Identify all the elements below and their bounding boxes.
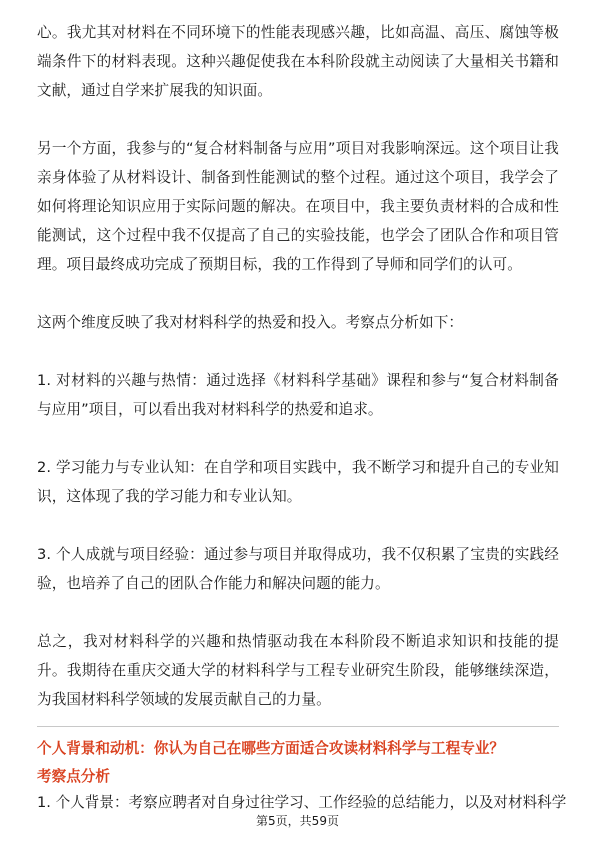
question-title: 个人背景和动机：你认为自己在哪些方面适合攻读材料科学与工程专业？ [37,740,505,757]
body-paragraph: 1. 对材料的兴趣与热情：通过选择《材料科学基础》课程和参与“复合材料制备与应用”项目，可以看出我对材料科学的热爱和追求。 [37,372,559,418]
body-paragraph: 3. 个人成就与项目经验：通过参与项目并取得成功，我不仅积累了宝贵的实践经验，也培养了自己的团队合作能力和解决问题的能力。 [37,546,559,592]
section-divider [37,726,559,727]
body-paragraph: 这两个维度反映了我对材料科学的热爱和投入。考察点分析如下： [37,314,464,331]
body-paragraph: 心。我尤其对材料在不同环境下的性能表现感兴趣，比如高温、高压、腐蚀等极端条件下的材料表现。这种兴趣促使我在本科阶段就主动阅读了大量相关书籍和文献，通过自学来扩展我的知识面。 [37,24,559,99]
page-content [37,18,567,815]
analysis-text: 1. 个人背景：考察应聘者对自身过往学习、工作经验的总结能力，以及对材料科学 [37,794,567,811]
body-paragraph: 总之，我对材料科学的兴趣和热情驱动我在本科阶段不断追求知识和技能的提升。我期待在重庆交通大学的材料科学与工程专业研究生阶段，能够继续深造，为我国材料科学领域的发展贡献自己的力量。 [37,633,559,708]
page-number: 第5页，共59页 [256,814,339,828]
body-paragraph: 2. 学习能力与专业认知：在自学和项目实践中，我不断学习和提升自己的专业知识，这体现了我的学习能力和专业认知。 [37,459,559,505]
body-paragraph: 另一个方面，我参与的“复合材料制备与应用”项目对我影响深远。这个项目让我亲身体验了从材料设计、制备到性能测试的整个过程。通过这个项目，我学会了如何将理论知识应用于实际问题的解决。在项目中，我主要负责材料的合成和性能测试，这个过程中我不仅提高了自己的实验技能，也学会了团队合作和项目管理。项目最终成功完成了预期目标，我的工作得到了导师和同学们的认可。 [37,140,559,273]
analysis-heading: 考察点分析 [37,768,110,785]
